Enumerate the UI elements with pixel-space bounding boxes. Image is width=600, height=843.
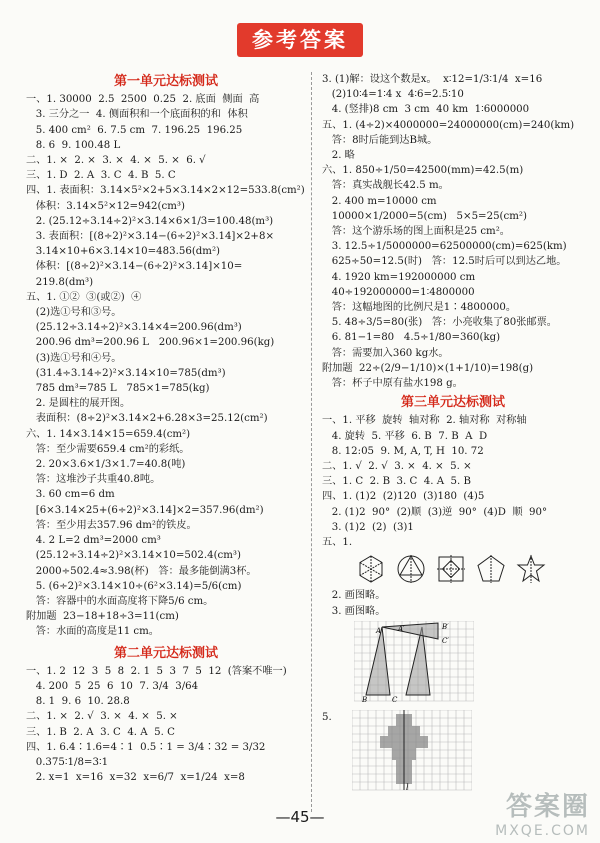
answer-line: (31.4÷3.14÷2)²×3.14×10=785(dm³) xyxy=(26,367,226,379)
answer-line: 4. 1920 km=192000000 cm xyxy=(322,271,476,283)
answer-line: 4. 200 5 25 6 10 7. 3/4 3/64 xyxy=(26,680,199,692)
column-divider xyxy=(311,72,312,812)
figure-star xyxy=(516,554,546,584)
answer-line: 五、1. (4÷2)×4000000=24000000(cm)=240(km) xyxy=(322,119,575,131)
answer-line: 5. (6÷2)²×3.14×10÷(6²×3.14)=5/6(cm) xyxy=(26,580,242,592)
answer-line: (2)10∶4=1∶4 x 4∶6=2.5∶10 xyxy=(322,89,464,101)
unit-1-answers xyxy=(26,92,306,639)
answer-line: 六、1. 850÷1/50=42500(mm)=42.5(m) xyxy=(322,165,524,177)
answer-line: 219.8(dm³) xyxy=(26,276,94,288)
answer-line: 二、1. √ 2. √ 3. × 4. × 5. × xyxy=(322,461,472,473)
question-label: 5. xyxy=(322,711,332,723)
answer-line: 8. 6 9. 100.48 L xyxy=(26,139,121,151)
vertex-label: A xyxy=(376,626,382,635)
answer-line: 625÷50=12.5(时) 答：12.5时后可以到达乙地。 xyxy=(322,256,567,268)
watermark-text: 答案圈 xyxy=(505,792,590,822)
answer-line: (25.12÷3.14÷2)²×3.14×10=502.4(cm³) xyxy=(26,550,241,562)
answer-line: 40÷192000000=1∶4800000 xyxy=(322,286,475,298)
answer-line: 五、1. ①② ③(或②) ④ xyxy=(26,291,142,303)
answer-line: 3. (1)2 (2) (3)1 xyxy=(322,521,414,533)
answer-line: 三、1. B 2. A 3. C 4. A 5. C xyxy=(26,726,175,738)
answer-line: 3. 60 cm=6 dm xyxy=(26,489,115,501)
figure-square xyxy=(436,554,466,584)
answer-line: 200.96 dm³=200.96 L 200.96×1=200.96(kg) xyxy=(26,337,275,349)
figure-circle xyxy=(396,554,426,584)
vertex-label: C′ xyxy=(442,636,449,645)
answer-line: 3.14×10+6×3.14×10=483.56(dm²) xyxy=(26,246,221,258)
answer-line: 一、1. 平移 旋转 轴对称 2. 轴对称 对称轴 xyxy=(322,415,527,427)
answer-line: 5. 400 cm² 6. 7.5 cm 7. 196.25 196.25 xyxy=(26,124,243,136)
answer-line: 4. (竖排)8 cm 3 cm 40 km 1∶6000000 xyxy=(322,104,530,116)
answer-line: 答：8时后能到达B城。 xyxy=(322,134,438,146)
answer-line: 体积：[(8÷2)²×3.14−(6÷2)²×3.14]×10= xyxy=(26,261,243,273)
answer-line: (3)选①号和④号。 xyxy=(26,352,122,364)
page-title: 参考答案 xyxy=(252,28,348,52)
answer-line: 答：至少需要659.4 cm²的彩纸。 xyxy=(26,443,190,455)
figure-hexagon-star xyxy=(356,554,386,584)
grid-figure-translation xyxy=(354,621,584,708)
vertex-label: B xyxy=(362,695,368,703)
answer-line: 体积：3.14×5²×12=942(cm³) xyxy=(26,200,185,212)
answer-line: 3. (1)解：设这个数是x。 x∶12=1/3∶1/4 x=16 xyxy=(322,74,543,85)
answer-line: 2. 略 xyxy=(322,150,355,162)
answer-line: 答：杯子中原有盐水198 g。 xyxy=(322,378,463,390)
vertex-label: C xyxy=(392,695,398,703)
watermark-url: MXQE.COM xyxy=(495,823,590,839)
answer-line: 答：需要加入360 kg水。 xyxy=(322,347,449,359)
answer-line: [6×3.14×25+(6÷2)²×3.14]×2=357.96(dm²) xyxy=(26,504,264,516)
answer-line: 四、1. 表面积：3.14×5²×2+5×3.14×2×12=533.8(cm²) xyxy=(26,185,305,197)
answer-line: 8. 12:05 9. M, A, T, H 10. 72 xyxy=(322,445,484,457)
answer-line: 10000×1/2000=5(cm) 5×5=25(cm²) xyxy=(322,210,527,222)
answer-line: 答：真实战舰长42.5 m。 xyxy=(322,180,449,192)
answer-line: 5. 48÷3/5=80(张) 答：小亮收集了80张邮票。 xyxy=(322,317,557,329)
answer-line: 二、1. × 2. × 3. × 4. × 5. × 6. √ xyxy=(26,155,206,167)
left-column xyxy=(26,72,306,785)
answer-line: 2. 是圆柱的展开图。 xyxy=(26,398,131,410)
answer-line: 3. 12.5÷1/5000000=62500000(cm)=625(km) xyxy=(322,241,567,253)
answer-line: 三、1. C 2. B 3. C 4. A 5. B xyxy=(322,476,471,488)
answer-line: 答：这堆沙子共重40.8吨。 xyxy=(26,474,161,486)
unit-2-answers-continued xyxy=(322,72,584,391)
answer-line: 3. 三分之一 4. 侧面积和一个底面积的和 体积 xyxy=(26,109,248,121)
answer-line: 2. 画图略。 xyxy=(322,590,386,602)
answer-line: 五、1. xyxy=(322,537,353,549)
watermark-logo xyxy=(495,786,590,839)
answer-line: 答：容器中的水面高度将下降5/6 cm。 xyxy=(26,595,214,607)
section-title-unit-3: 第三单元达标测试 xyxy=(400,395,505,411)
answer-line: 附加题 22÷(2/9−1/10)×(1+1/10)=198(g) xyxy=(322,362,534,374)
answer-line: 4. 旋转 5. 平移 6. B 7. B A D xyxy=(322,430,488,442)
answer-line: 4. 2 L=2 dm³=2000 cm³ xyxy=(26,535,161,547)
answer-line: (2)选①号和③号。 xyxy=(26,307,122,319)
question-5-row xyxy=(322,710,584,792)
unit-2-answers xyxy=(26,664,306,786)
answer-line: 二、1. × 2. √ 3. × 4. × 5. × xyxy=(26,711,178,723)
unit-3-answers xyxy=(322,413,584,535)
answer-line: 六、1. 14×3.14×15=659.4(cm²) xyxy=(26,428,191,440)
symmetry-figures xyxy=(356,554,584,584)
vertex-label: A′ xyxy=(398,624,405,633)
page-number: —45— xyxy=(275,808,325,826)
answer-line: 785 dm³=785 L 785×1=785(kg) xyxy=(26,383,210,395)
answer-line: 一、1. 2 12 3 5 8 2. 1 5 3 7 5 12 (答案不唯一) xyxy=(26,665,287,677)
answer-line: 8. 1 9. 6 10. 28.8 xyxy=(26,696,130,708)
vertex-label: B′ xyxy=(442,622,449,631)
right-column xyxy=(322,72,584,792)
axis-label: l xyxy=(406,782,409,792)
answer-line: 6. 81−1=80 4.5÷1/80=360(kg) xyxy=(322,332,501,344)
answer-line: 答：水面的高度是11 cm。 xyxy=(26,626,159,638)
answer-line: 2. (1)2 90° (2)顺 (3)逆 90° (4)D 顺 90° xyxy=(322,506,548,518)
unit-3-answers-drawings xyxy=(322,588,584,618)
page-title-banner xyxy=(237,23,363,57)
answer-line: 答：至少用去357.96 dm²的铁皮。 xyxy=(26,519,197,531)
answer-line: 四、1. (1)2 (2)120 (3)180 (4)5 xyxy=(322,491,485,503)
symmetric-shape-grid-diagram xyxy=(352,710,472,792)
answer-line: 答：这个游乐场的图上面积是25 cm²。 xyxy=(322,226,510,238)
answer-line: 0.375∶1/8=3∶1 xyxy=(26,756,109,768)
triangle-grid-diagram xyxy=(354,621,474,703)
section-title-unit-2: 第二单元达标测试 xyxy=(113,645,218,661)
answer-line: 一、1. 30000 2.5 2500 0.25 2. 底面 侧面 高 xyxy=(26,94,260,106)
answer-line: 2. 400 m=10000 cm xyxy=(322,195,437,207)
answer-line: 答：这幅地图的比例尺是1∶4800000。 xyxy=(322,302,517,314)
figure-pentagon xyxy=(476,554,506,584)
answer-line: 2. 20×3.6×1/3×1.7=40.8(吨) xyxy=(26,459,186,471)
answer-line: 2. (25.12÷3.14÷2)²×3.14×6×1/3=100.48(m³) xyxy=(26,215,274,227)
answer-line: 四、1. 6.4∶1.6=4∶1 0.5∶1 = 3/4∶32 = 3/32 xyxy=(26,741,266,753)
section-title-unit-1: 第一单元达标测试 xyxy=(113,74,218,89)
answer-line: 附加题 23−18+18÷3=11(cm) xyxy=(26,611,179,623)
answer-line: 3. 画图略。 xyxy=(322,605,386,617)
answer-line: (25.12÷3.14÷2)²×3.14×4=200.96(dm³) xyxy=(26,322,242,334)
answer-line: 3. 表面积：[(8÷2)²×3.14−(6÷2)²×3.14]×2+8× xyxy=(26,231,274,243)
answer-line: 表面积：(8÷2)²×3.14×2+6.28×3=25.12(cm²) xyxy=(26,413,268,425)
answer-line: 2000÷502.4≈3.98(杯) 答：最多能倒满3杯。 xyxy=(26,565,257,577)
answer-line: 2. x=1 x=16 x=32 x=6/7 x=1/24 x=8 xyxy=(26,772,245,784)
answer-line: 三、1. D 2. A 3. C 4. B 5. C xyxy=(26,170,176,182)
